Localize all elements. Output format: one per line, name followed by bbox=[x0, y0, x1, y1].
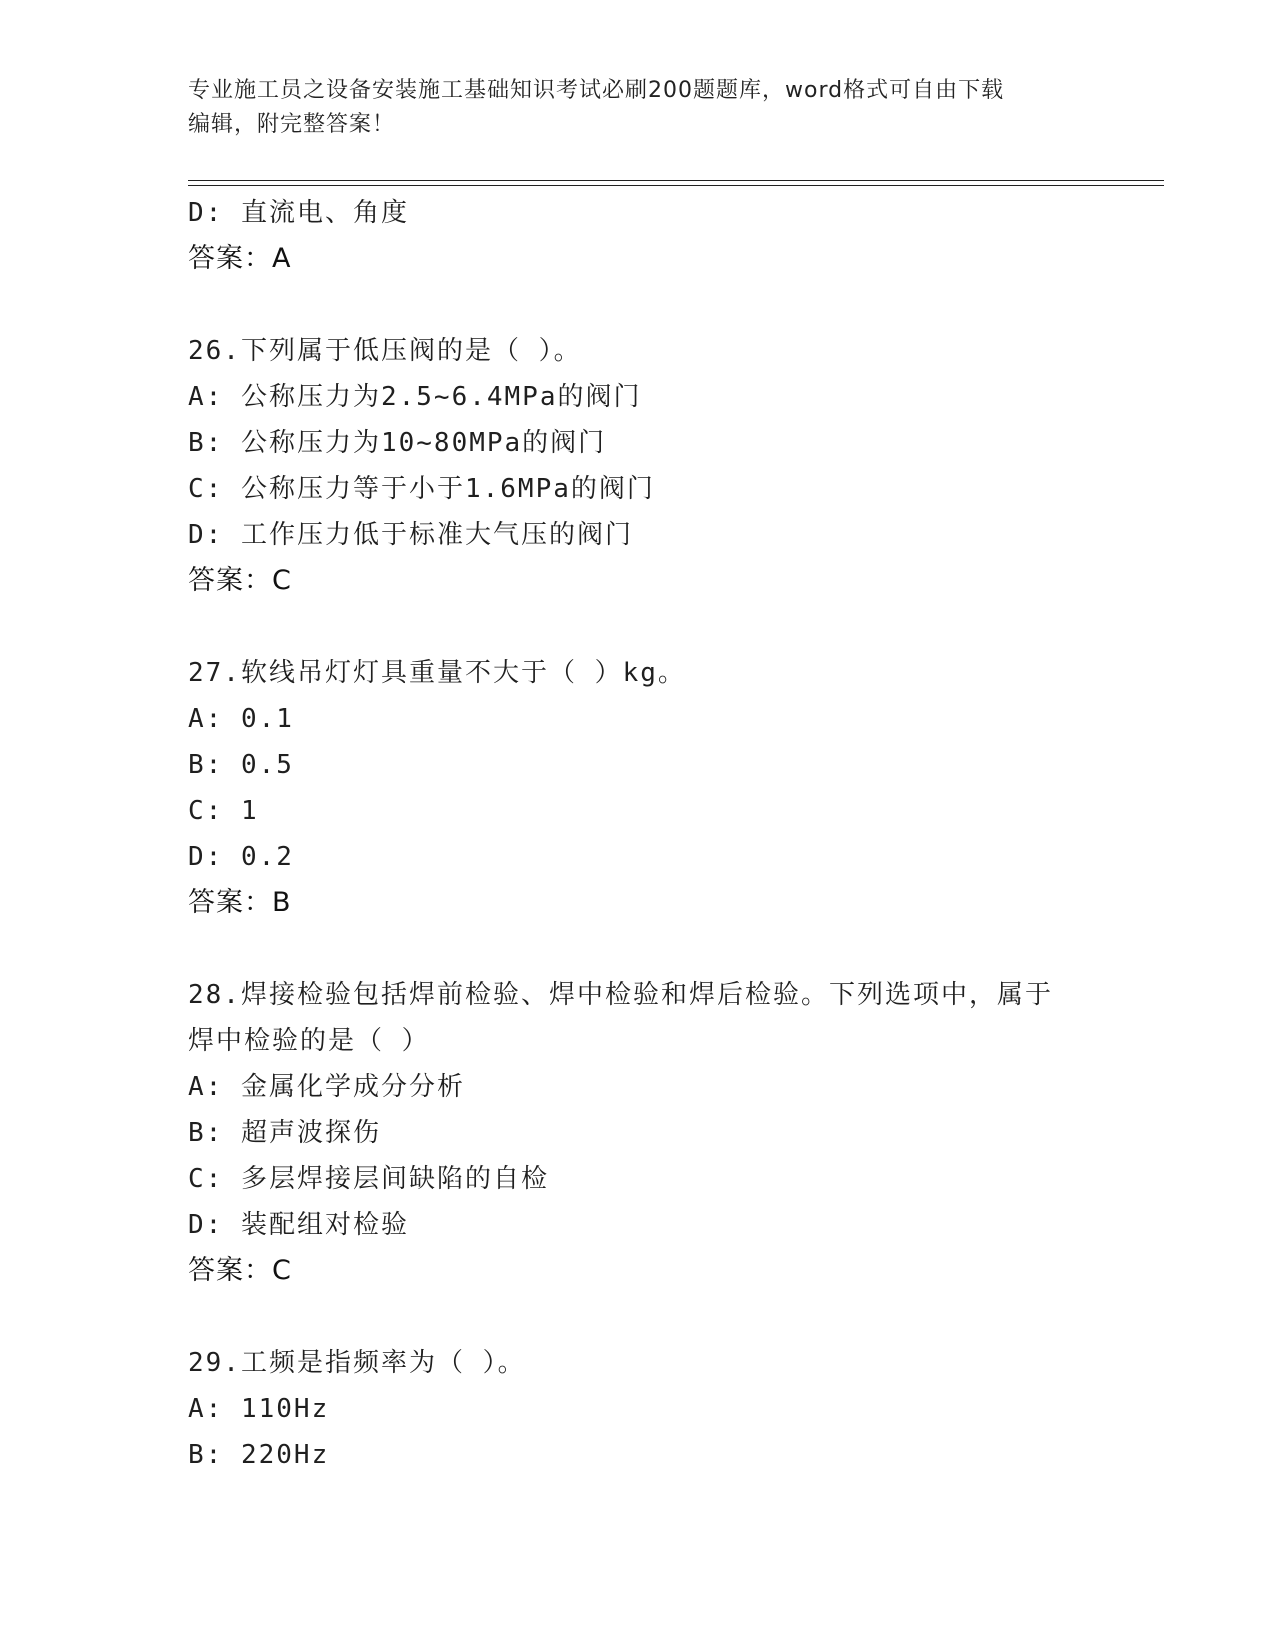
spacer bbox=[188, 926, 1088, 972]
header-line-1: 专业施工员之设备安装施工基础知识考试必刷200题题库，word格式可自由下载 bbox=[188, 78, 1005, 103]
answer-line: 答案：C bbox=[188, 565, 292, 596]
option-d: D: 直流电、角度 bbox=[188, 198, 409, 228]
question-29 bbox=[188, 1340, 1088, 1478]
question-27 bbox=[188, 650, 1088, 926]
question-stem-line-1: 28.焊接检验包括焊前检验、焊中检验和焊后检验。下列选项中，属于 bbox=[188, 980, 1053, 1010]
header-rule-bottom bbox=[188, 185, 1164, 186]
spacer bbox=[188, 604, 1088, 650]
question-26 bbox=[188, 328, 1088, 604]
option-a: A: 公称压力为2.5~6.4MPa的阀门 bbox=[188, 382, 642, 412]
answer-line: 答案：C bbox=[188, 1255, 292, 1286]
option-b: B: 0.5 bbox=[188, 750, 294, 780]
question-28 bbox=[188, 972, 1088, 1294]
document-header bbox=[188, 74, 1088, 142]
option-b: B: 220Hz bbox=[188, 1440, 330, 1470]
question-stem: 27.软线吊灯灯具重量不大于（ ）kg。 bbox=[188, 658, 686, 688]
header-line-2: 编辑，附完整答案！ bbox=[188, 112, 396, 137]
option-a: A: 110Hz bbox=[188, 1394, 330, 1424]
option-a: A: 金属化学成分分析 bbox=[188, 1072, 465, 1102]
question-25-tail bbox=[188, 190, 1088, 282]
answer-line: 答案：A bbox=[188, 243, 292, 274]
option-a: A: 0.1 bbox=[188, 704, 294, 734]
option-d: D: 装配组对检验 bbox=[188, 1210, 409, 1240]
option-c: C: 多层焊接层间缺陷的自检 bbox=[188, 1164, 549, 1194]
option-b: B: 超声波探伤 bbox=[188, 1118, 381, 1148]
option-c: C: 1 bbox=[188, 796, 259, 826]
question-stem-line-2: 焊中检验的是（ ） bbox=[188, 1026, 430, 1056]
option-d: D: 0.2 bbox=[188, 842, 294, 872]
question-stem: 26.下列属于低压阀的是（ ）。 bbox=[188, 336, 582, 366]
option-b: B: 公称压力为10~80MPa的阀门 bbox=[188, 428, 607, 458]
header-rule-top bbox=[188, 180, 1164, 181]
question-list bbox=[188, 190, 1088, 1478]
spacer bbox=[188, 282, 1088, 328]
option-c: C: 公称压力等于小于1.6MPa的阀门 bbox=[188, 474, 655, 504]
spacer bbox=[188, 1294, 1088, 1340]
answer-line: 答案：B bbox=[188, 887, 292, 918]
question-stem: 29.工频是指频率为（ ）。 bbox=[188, 1348, 526, 1378]
option-d: D: 工作压力低于标准大气压的阀门 bbox=[188, 520, 633, 550]
